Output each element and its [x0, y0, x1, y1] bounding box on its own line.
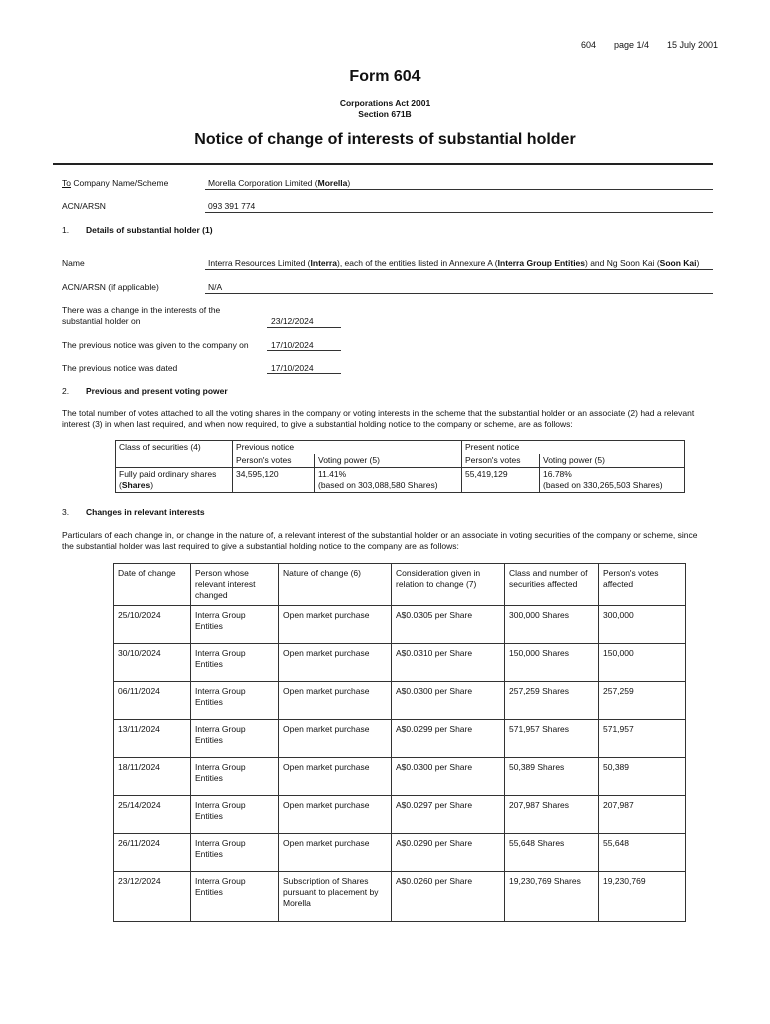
title-divider [53, 163, 713, 165]
prev-power-value: 11.41% (based on 303,088,580 Shares) [315, 468, 462, 493]
holder-acn-line [205, 293, 713, 294]
row-votes: 150,000 [599, 644, 686, 682]
form-number: 604 [581, 40, 597, 50]
pres-power-header: Voting power (5) [540, 454, 685, 468]
header-date: 15 July 2001 [667, 40, 719, 50]
row-date: 23/12/2024 [114, 872, 191, 922]
company-name: Morella Corporation Limited (Morella) [208, 178, 351, 188]
pres-power-value: 16.78% (based on 330,265,503 Shares) [540, 468, 685, 493]
table-row [114, 682, 686, 720]
row-consideration: A$0.0290 per Share [392, 834, 505, 872]
row-date: 25/10/2024 [114, 606, 191, 644]
notice-given-line [267, 350, 341, 351]
row-securities: 50,389 Shares [505, 758, 599, 796]
voting-power-table [115, 440, 685, 493]
form-title: Form 604 [349, 68, 421, 85]
acn-label: ACN/ARSN [62, 201, 106, 211]
previous-notice-header: Previous notice [233, 441, 462, 455]
row-consideration: A$0.0297 per Share [392, 796, 505, 834]
row-securities: 300,000 Shares [505, 606, 599, 644]
securities-header: Class and number of securities affected [505, 564, 599, 606]
row-date: 13/11/2024 [114, 720, 191, 758]
section3-heading: Changes in relevant interests [86, 507, 205, 517]
row-securities: 55,648 Shares [505, 834, 599, 872]
row-consideration: A$0.0300 per Share [392, 758, 505, 796]
row-nature: Open market purchase [279, 644, 392, 682]
row-person: Interra Group Entities [191, 682, 279, 720]
row-nature: Open market purchase [279, 682, 392, 720]
section2-heading: Previous and present voting power [86, 386, 228, 396]
notice-given-label: The previous notice was given to the company on [62, 340, 249, 350]
row-votes: 257,259 [599, 682, 686, 720]
table-row [114, 758, 686, 796]
row-nature: Open market purchase [279, 606, 392, 644]
prev-votes-value: 34,595,120 [233, 468, 315, 493]
row-date: 06/11/2024 [114, 682, 191, 720]
nature-header: Nature of change (6) [279, 564, 392, 606]
row-person: Interra Group Entities [191, 644, 279, 682]
table-row [114, 720, 686, 758]
row-votes: 300,000 [599, 606, 686, 644]
row-nature: Open market purchase [279, 796, 392, 834]
act-title: Corporations Act 2001 [339, 98, 431, 108]
pres-votes-header: Person's votes [462, 454, 540, 468]
row-securities: 19,230,769 Shares [505, 872, 599, 922]
person-header: Person whose relevant interest changed [191, 564, 279, 606]
section1-number: 1. [62, 225, 70, 235]
table-row [114, 796, 686, 834]
row-nature: Open market purchase [279, 720, 392, 758]
row-date: 25/14/2024 [114, 796, 191, 834]
row-consideration: A$0.0305 per Share [392, 606, 505, 644]
table-row [114, 834, 686, 872]
pres-votes-value: 55,419,129 [462, 468, 540, 493]
row-nature: Subscription of Shares pursuant to placement by Morella [279, 872, 392, 922]
row-person: Interra Group Entities [191, 606, 279, 644]
company-name-line [205, 189, 713, 190]
notice-given-date: 17/10/2024 [271, 340, 314, 350]
holder-acn-value: N/A [208, 282, 223, 292]
acn-line [205, 212, 713, 213]
row-securities: 207,987 Shares [505, 796, 599, 834]
section1-heading: Details of substantial holder (1) [86, 225, 213, 235]
row-person: Interra Group Entities [191, 834, 279, 872]
class-value: Fully paid ordinary shares (Shares) [116, 468, 233, 493]
acn-value: 093 391 774 [208, 201, 256, 211]
section2-number: 2. [62, 386, 70, 396]
prev-power-header: Voting power (5) [315, 454, 462, 468]
date-header: Date of change [114, 564, 191, 606]
row-consideration: A$0.0310 per Share [392, 644, 505, 682]
row-votes: 207,987 [599, 796, 686, 834]
table-row [114, 872, 686, 922]
company-label: To Company Name/Scheme [62, 178, 169, 188]
holder-name: Interra Resources Limited (Interra), each of the entities listed in Annexure A (Interra Group Entities) and Ng Soon Kai (Soon Kai) [208, 258, 700, 268]
consideration-header: Consideration given in relation to change (7) [392, 564, 505, 606]
votes-header: Person's votes affected [599, 564, 686, 606]
row-votes: 50,389 [599, 758, 686, 796]
holder-acn-label: ACN/ARSN (if applicable) [62, 282, 159, 292]
change-date-label: There was a change in the interests of the substantial holder on [62, 305, 221, 326]
present-notice-header: Present notice [462, 441, 685, 455]
row-consideration: A$0.0260 per Share [392, 872, 505, 922]
table-row [114, 606, 686, 644]
row-votes: 19,230,769 [599, 872, 686, 922]
notice-dated-date: 17/10/2024 [271, 363, 314, 373]
row-person: Interra Group Entities [191, 796, 279, 834]
row-consideration: A$0.0299 per Share [392, 720, 505, 758]
row-securities: 571,957 Shares [505, 720, 599, 758]
notice-dated-line [267, 373, 341, 374]
row-nature: Open market purchase [279, 758, 392, 796]
class-header: Class of securities (4) [116, 441, 233, 468]
section2-paragraph: The total number of votes attached to all the voting shares in the company or voting interests in the scheme that the substantial holder or an associate (2) had a relevant interest (3) in when last required, and when now required, to give a substantial holding notice to the company or scheme, are as follows: [62, 408, 695, 429]
page-indicator: page 1/4 [614, 40, 650, 50]
row-person: Interra Group Entities [191, 872, 279, 922]
row-securities: 150,000 Shares [505, 644, 599, 682]
holder-name-label: Name [62, 258, 85, 268]
section-title: Section 671B [358, 109, 412, 119]
change-date-line [267, 327, 341, 328]
notice-title: Notice of change of interests of substantial holder [194, 131, 576, 148]
row-date: 30/10/2024 [114, 644, 191, 682]
row-votes: 55,648 [599, 834, 686, 872]
row-date: 18/11/2024 [114, 758, 191, 796]
row-consideration: A$0.0300 per Share [392, 682, 505, 720]
section3-paragraph: Particulars of each change in, or change in the nature of, a relevant interest of the substantial holder or an associate in voting securities of the company or scheme, since the substantial holder was last required to give a substantial holding notice to the company are as follows: [62, 530, 698, 551]
notice-dated-label: The previous notice was dated [62, 363, 178, 373]
prev-votes-header: Person's votes [233, 454, 315, 468]
row-votes: 571,957 [599, 720, 686, 758]
holder-name-line [205, 269, 713, 270]
row-nature: Open market purchase [279, 834, 392, 872]
changes-table [113, 563, 686, 922]
change-date: 23/12/2024 [271, 316, 314, 326]
row-person: Interra Group Entities [191, 758, 279, 796]
row-person: Interra Group Entities [191, 720, 279, 758]
section3-number: 3. [62, 507, 70, 517]
row-date: 26/11/2024 [114, 834, 191, 872]
row-securities: 257,259 Shares [505, 682, 599, 720]
table-row [114, 644, 686, 682]
